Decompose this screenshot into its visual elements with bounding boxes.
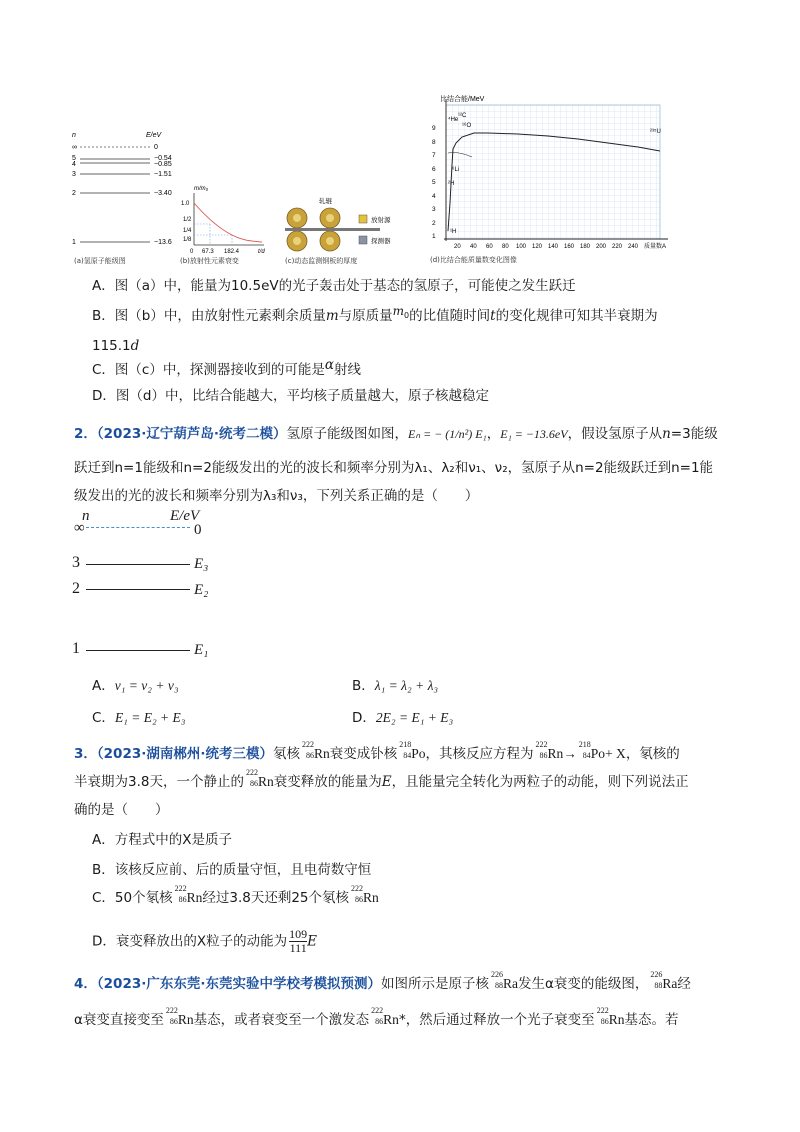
- level-n-4: 4: [72, 161, 76, 168]
- eq-rn-symbol: Rn: [547, 746, 564, 761]
- rn3-symbol: Rn: [186, 890, 203, 905]
- q4-line2-d: 基态。若: [624, 1012, 679, 1028]
- q2-option-a: [92, 676, 179, 696]
- q2-a-formula: ν₁ = ν₂ + ν₃: [114, 678, 179, 693]
- q3-d-fraction: [289, 928, 307, 955]
- q3-text-1: 氡核: [273, 746, 300, 762]
- fig-b-xunit: t/d: [258, 249, 265, 255]
- eq-rn-charge: 86: [539, 751, 548, 760]
- level-e-5: −0.54: [154, 155, 172, 162]
- figure-c-svg: [285, 195, 415, 257]
- q4-rn3-symbol: Rn: [608, 1012, 625, 1027]
- q4-rn-isotope-2: [369, 1006, 399, 1030]
- q3-number: 3．: [74, 746, 97, 762]
- q3-option-d: [92, 928, 317, 955]
- fig-d-ytick-8: 8: [432, 139, 436, 146]
- figure-b-svg: [180, 183, 275, 257]
- q4-number: 4．: [74, 976, 97, 992]
- q2-diag-e3: E₃: [194, 556, 209, 572]
- q1-option-b: [92, 306, 658, 332]
- fig-b-ytick-2: 1/2: [183, 217, 192, 223]
- q3-rn-isotope-1: [300, 740, 330, 764]
- fig-a-n-label: n: [72, 132, 76, 139]
- q1-option-c: [92, 357, 361, 380]
- po-symbol: Po: [411, 746, 426, 761]
- q1-c-text-1: C．图（c）中，探测器接收到的可能是: [92, 362, 325, 378]
- q3-eq-po: [577, 740, 606, 764]
- level-n-3: 3: [72, 171, 76, 178]
- level-e-2: −3.40: [154, 190, 172, 197]
- q3-text-2: 衰变成钋核: [329, 746, 398, 762]
- nuclide-h1: ¹H: [450, 229, 457, 235]
- fig-d-xtick-240: 240: [628, 244, 639, 250]
- q2-line-3: 级发出的光的波长和频率分别为λ₃和ν₃，下列关系正确的是（ ）: [74, 488, 479, 504]
- q2-c-formula: E₁ = E₂ + E₃: [114, 710, 186, 725]
- fig-b-xtick-1: 67.3: [202, 249, 214, 255]
- q4-rn-isotope-1: [164, 1006, 194, 1030]
- q2-line-1: 2．（2023·辽宁葫芦岛·统考二模）氢原子能级图如图，Eₙ = − (1/n²) E₁，E₁ = −13.6eV，假设氢原子从n=3能级: [74, 426, 718, 442]
- rn2-charge: 86: [249, 779, 258, 788]
- fig-d-xtick-220: 220: [612, 244, 623, 250]
- ra2-mass: 226: [650, 970, 663, 979]
- q2-b-formula: λ₁ = λ₂ + λ₃: [374, 678, 439, 693]
- fig-d-ytick-7: 7: [432, 152, 436, 159]
- q2-formula-1: Eₙ = − (1/n²) E₁: [408, 427, 487, 441]
- nuclide-c12: ¹²C: [458, 113, 467, 119]
- figure-a-energy-levels: [70, 128, 180, 273]
- fig-d-y-label: 比结合能/MeV: [440, 96, 485, 103]
- q4-source: （2023·广东东莞·东莞实验中学校考模拟预测）: [96, 976, 381, 992]
- eq-po-mass: 218: [578, 740, 591, 749]
- q3-option-c: [92, 884, 379, 908]
- q2-option-c: [92, 708, 185, 728]
- fig-d-xtick-140: 140: [548, 244, 559, 250]
- q3-line-1: [74, 740, 716, 764]
- rn-mass: 222: [302, 740, 314, 749]
- q2-diag-zero: 0: [194, 522, 202, 538]
- q3-arrow: →: [563, 746, 577, 761]
- fig-b-xtick-2: 182.4: [224, 249, 240, 255]
- q4-line-2: [74, 1006, 716, 1030]
- figure-b-caption: (b)放射性元素衰变: [180, 257, 239, 265]
- q2-diag-e2: E₂: [194, 582, 209, 598]
- q2-diag-e-label: E/eV: [170, 508, 200, 524]
- po-charge: 84: [403, 751, 412, 760]
- q4-rn3-charge: 86: [600, 1017, 609, 1026]
- q4-line2-a: α衰变直接变至: [74, 1012, 164, 1028]
- q2-formula-2: E₁ = −13.6eV: [500, 427, 568, 441]
- rn-charge: 86: [306, 751, 314, 760]
- q4-line2-b: 基态，或者衰变至一个激发态: [193, 1012, 370, 1028]
- eq-rn-mass: 222: [535, 740, 548, 749]
- q4-rn2-symbol: Rn: [383, 1012, 399, 1027]
- level-e-3: −1.51: [154, 171, 172, 178]
- q4-ra-isotope-2: [648, 970, 678, 994]
- q4-rn-charge: 86: [169, 1017, 178, 1026]
- q2-diag-n-label: n: [82, 508, 90, 524]
- q2-diag-line-1: [86, 650, 190, 651]
- q2-number: 2．: [74, 426, 97, 442]
- q2-n: n: [662, 426, 671, 442]
- rn4-charge: 86: [355, 895, 364, 904]
- q2-c-label: C．: [92, 710, 115, 726]
- fig-b-xtick-0: 0: [190, 249, 194, 255]
- q4-text-3: 经: [677, 976, 691, 992]
- fig-d-xtick-100: 100: [516, 244, 527, 250]
- level-n-1: 1: [72, 239, 76, 246]
- fig-d-xtick-80: 80: [502, 244, 509, 250]
- q2-option-d: [352, 708, 453, 728]
- q4-text-2: 发生α衰变的能级图，: [518, 976, 649, 992]
- fig-c-roller-label: 轧辊: [319, 198, 332, 205]
- q2-d-label: D．: [352, 710, 376, 726]
- q3-text-3: ，其核反应方程为: [425, 746, 534, 762]
- fig-d-xtick-160: 160: [564, 244, 575, 250]
- q4-rn-symbol: Rn: [177, 1012, 194, 1027]
- q2-text-1: 氢原子能级图如图，: [286, 426, 408, 442]
- figure-d-binding-energy-chart: [428, 93, 678, 273]
- rn2-mass: 222: [245, 768, 258, 777]
- figure-a-svg: [70, 128, 180, 253]
- level-e-inf: 0: [154, 144, 158, 151]
- q4-rn2-mass: 222: [371, 1006, 384, 1015]
- q3-d-denominator: 111: [289, 941, 307, 955]
- figure-d-svg: [428, 93, 678, 255]
- q4-line-1: [74, 970, 716, 994]
- fig-d-x-label: 质量数A: [644, 244, 667, 250]
- fig-d-xtick-200: 200: [596, 244, 607, 250]
- fig-d-ytick-3: 3: [432, 206, 436, 213]
- q3-d-numerator: 109: [289, 927, 308, 941]
- q4-ra-isotope-1: [489, 970, 518, 994]
- level-n-2: 2: [72, 190, 76, 197]
- fig-d-ytick-2: 2: [432, 220, 436, 227]
- ra-charge: 88: [495, 981, 503, 990]
- level-e-1: −13.6: [154, 239, 172, 246]
- fig-b-y-label: m/m₀: [194, 186, 209, 192]
- q3-line2-c: ，且能量完全转化为两粒子的动能，则下列说法正: [391, 774, 689, 790]
- nuclide-h2: ²H: [448, 181, 455, 187]
- q1-option-a: A．图（a）中，能量为10.5eV的光子轰击处于基态的氢原子，可能使之发生跃迁: [92, 278, 576, 294]
- fig-d-xtick-120: 120: [532, 244, 543, 250]
- rn2-symbol: Rn: [257, 774, 274, 789]
- q3-c-rn-1: [173, 884, 203, 908]
- q2-diag-inf-line: [86, 527, 190, 528]
- q2-diag-line-2: [86, 589, 190, 590]
- po-mass: 218: [399, 740, 412, 749]
- q3-po-isotope-1: [397, 740, 426, 764]
- fig-d-xtick-40: 40: [470, 244, 477, 250]
- figure-b-decay-curve: [180, 183, 275, 273]
- q4-excited-star: *: [398, 1012, 406, 1028]
- fig-d-xtick-180: 180: [580, 244, 591, 250]
- q1-b-text-2: 与原质量: [338, 308, 393, 324]
- q3-option-b: B．该核反应前、后的质量守恒，且电荷数守恒: [92, 862, 372, 878]
- rn4-symbol: Rn: [363, 890, 379, 905]
- q2-text-2: ，假设氢原子从: [567, 426, 663, 442]
- level-e-4: −0.85: [154, 161, 172, 168]
- figure-c-caption: (c)动态监测钢板的厚度: [285, 257, 358, 265]
- q1-b-value: 115.1: [92, 338, 131, 354]
- q3-line2-b: 衰变释放的能量为: [273, 774, 382, 790]
- q3-c-rn-2: [349, 884, 379, 908]
- q1-b-text-4: 的变化规律可知其半衰期为: [495, 308, 658, 324]
- q3-rn-isotope-2: [244, 768, 274, 792]
- q1-b-text-3: 的比值随时间: [409, 308, 491, 324]
- q2-diag-inf: ∞: [74, 520, 85, 536]
- ra-symbol: Ra: [503, 976, 518, 991]
- fig-c-legend-detector: 探测器: [371, 238, 391, 245]
- q1-option-d: D．图（d）中，比结合能越大，平均核子质量越大，原子核越稳定: [92, 388, 489, 404]
- fig-d-ytick-1: 1: [432, 233, 436, 240]
- figure-c-thickness-monitor: [285, 195, 415, 273]
- q3-line-3: 确的是（ ）: [74, 802, 169, 818]
- eq-po-symbol: Po: [590, 746, 606, 761]
- q1-b-m: m: [325, 308, 339, 324]
- q2-line-2: 跃迁到n=1能级和n=2能级发出的光的波长和频率分别为λ₁、λ₂和ν₁、ν₂，氢原子从n=2能级跃迁到n=1能: [74, 460, 714, 476]
- q4-text-1: 如图所示是原子核: [381, 976, 489, 992]
- q3-option-a: A．方程式中的X是质子: [92, 832, 232, 848]
- nuclide-li6: ⁶Li: [452, 167, 460, 173]
- nuclide-he4: ⁴He: [448, 117, 459, 123]
- q1-b-m0-sub: 0: [404, 310, 410, 320]
- q1-b-t: t: [490, 308, 496, 324]
- q2-b-label: B．: [352, 678, 375, 694]
- rn-symbol: Rn: [314, 746, 330, 761]
- nuclide-o16: ¹⁶O: [462, 123, 472, 129]
- q4-line2-c: ，然后通过释放一个光子衰变至: [405, 1012, 595, 1028]
- fig-b-ytick-4: 1/8: [183, 237, 192, 243]
- decay-curve: [194, 203, 262, 242]
- fig-d-xtick-60: 60: [486, 244, 493, 250]
- q2-option-b: [352, 676, 438, 696]
- q2-diag-n1: 1: [72, 640, 80, 657]
- q1-option-b-cont: [92, 336, 139, 356]
- q1-c-alpha: α: [324, 357, 334, 373]
- q1-b-text-1: B．图（b）中，由放射性元素剩余质量: [92, 308, 326, 324]
- fig-c-legend-source: 放射源: [371, 217, 391, 224]
- fig-b-ytick-3: 1/4: [183, 228, 192, 234]
- q3-text-4: ，氡核的: [625, 746, 680, 762]
- fig-d-ytick-5: 5: [432, 179, 436, 186]
- fig-a-e-label: E/eV: [146, 132, 162, 139]
- level-n-5: 5: [72, 155, 76, 162]
- figure-d-caption: (d)比结合能质量数变化图像: [430, 256, 517, 264]
- ra2-charge: 88: [654, 981, 663, 990]
- nuclide-u235: ²³⁵U: [650, 129, 661, 135]
- fig-b-ytick-1: 1.0: [181, 201, 190, 207]
- figure-a-caption: (a)氢原子能级图: [74, 257, 126, 265]
- ra2-symbol: Ra: [662, 976, 678, 991]
- q2-diag-e1: E₁: [194, 642, 209, 658]
- q3-eq-tail: + X: [605, 746, 626, 761]
- q3-eq-rn: [534, 740, 564, 764]
- fig-d-ytick-9: 9: [432, 125, 436, 132]
- q2-diag-n3: 3: [72, 554, 80, 571]
- q2-a-label: A．: [92, 678, 115, 694]
- ra-mass: 226: [491, 970, 503, 979]
- q3-line2-e: E: [381, 774, 392, 790]
- q1-c-text-2: 射线: [333, 362, 361, 378]
- q3-c-text-2: 经过3.8天还剩25个氡核: [202, 890, 350, 906]
- q3-d-e: E: [307, 933, 318, 950]
- fig-d-ytick-4: 4: [432, 193, 436, 200]
- q3-line2-a: 半衰期为3.8天，一个静止的: [74, 774, 244, 790]
- q3-source: （2023·湖南郴州·统考三模）: [96, 746, 273, 762]
- level-n-inf: ∞: [72, 144, 77, 151]
- q2-diag-n2: 2: [72, 580, 80, 597]
- q4-rn3-mass: 222: [596, 1006, 609, 1015]
- q4-rn-mass: 222: [165, 1006, 178, 1015]
- q4-rn2-charge: 86: [375, 1017, 384, 1026]
- q2-energy-diagram: [70, 508, 220, 666]
- q2-d-formula: 2E₂ = E₁ + E₃: [375, 710, 454, 725]
- rn3-mass: 222: [174, 884, 187, 893]
- q2-text-3: =3能级: [670, 426, 718, 442]
- fig-d-ytick-6: 6: [432, 166, 436, 173]
- fig-d-xtick-20: 20: [454, 244, 461, 250]
- q1-b-unit: d: [130, 338, 140, 354]
- eq-po-charge: 84: [582, 751, 591, 760]
- q3-c-text-1: C．50个氡核: [92, 890, 173, 906]
- rn4-mass: 222: [351, 884, 364, 893]
- q3-line-2: [74, 768, 716, 792]
- q4-rn-isotope-3: [595, 1006, 625, 1030]
- q1-b-m0: m: [392, 304, 405, 318]
- rn3-charge: 86: [178, 895, 187, 904]
- q3-d-text: D．衰变释放出的X粒子的动能为: [92, 933, 288, 950]
- q2-diag-line-3: [86, 564, 190, 565]
- q2-source: （2023·辽宁葫芦岛·统考二模）: [96, 426, 287, 442]
